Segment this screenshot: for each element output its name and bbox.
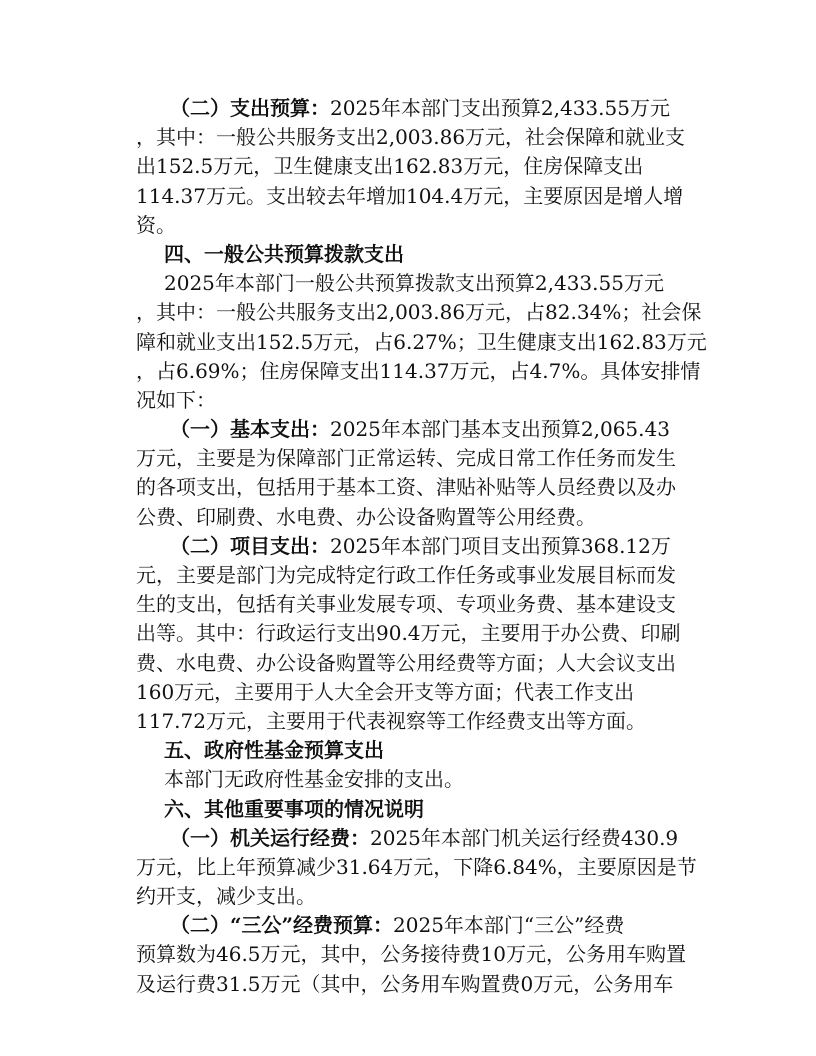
text-line: [136, 707, 702, 736]
text-line: [136, 824, 702, 853]
body-text: 万元，比上年预算减少31.64万元，下降6.84%，主要原因是节: [136, 854, 697, 879]
body-text: 出等。其中：行政运行支出90.4万元，主要用于办公费、印刷: [136, 621, 681, 646]
text-line: [136, 619, 702, 648]
bold-heading-text: 四、一般公共预算拨款支出: [164, 241, 404, 266]
text-line: [136, 386, 702, 415]
body-text: 万元，主要是为保障部门正常运转、完成日常工作任务而发生: [136, 446, 676, 471]
text-line: [136, 882, 702, 911]
bold-heading-text: 六、其他重要事项的情况说明: [164, 796, 424, 821]
text-line: [136, 240, 702, 269]
text-line: [136, 853, 702, 882]
body-text: 2025年本部门一般公共预算拨款支出预算2,433.55万元: [164, 271, 664, 296]
text-line: [136, 561, 702, 590]
text-line: [136, 532, 702, 561]
text-line: [136, 152, 702, 181]
bold-heading-text: （一）基本支出：: [170, 417, 330, 442]
body-text: 2025年本部门项目支出预算368.12万: [330, 533, 671, 558]
body-text: 及运行费31.5万元（其中，公务用车购置费0万元，公务用车: [136, 971, 674, 996]
bold-heading-text: （二）项目支出：: [170, 533, 330, 558]
body-text: 费、水电费、办公设备购置等公用经费等方面；人大会议支出: [136, 650, 676, 675]
body-text: 元，主要是部门为完成特定行政工作任务或事业发展目标而发: [136, 563, 676, 587]
text-line: [136, 736, 702, 765]
body-text: 况如下：: [136, 387, 216, 412]
body-text: 2025年本部门支出预算2,433.55万元: [330, 96, 670, 120]
body-text: 预算数为46.5万元，其中，公务接待费10万元，公务用车购置: [136, 942, 686, 967]
text-line: [136, 328, 707, 357]
body-text: 约开支，减少支出。: [136, 884, 316, 909]
bold-heading-text: 五、政府性基金预算支出: [164, 738, 384, 763]
text-line: [136, 357, 702, 386]
text-line: [136, 678, 702, 707]
text-line: [136, 444, 702, 473]
body-text: 114.37万元。支出较去年增加104.4万元，主要原因是增人增: [136, 183, 684, 208]
text-line: [136, 269, 702, 298]
text-line: [136, 503, 702, 532]
text-line: [136, 211, 702, 240]
body-text: 的各项支出，包括用于基本工资、津贴补贴等人员经费以及办: [136, 475, 676, 500]
body-text: ，其中：一般公共服务支出2,003.86万元，占82.34%；社会保: [136, 300, 702, 325]
text-line: [136, 298, 702, 327]
text-line: [136, 94, 702, 123]
body-text: 资。: [136, 212, 176, 237]
bold-heading-text: （二）支出预算：: [170, 96, 330, 120]
body-text: ，其中：一般公共服务支出2,003.86万元，社会保障和就业支: [136, 125, 686, 150]
body-text: 160万元，主要用于人大全会开支等方面；代表工作支出: [136, 679, 635, 704]
bold-heading-text: （二）“三公”经费预算：: [170, 913, 394, 938]
body-text: 生的支出，包括有关事业发展专项、专项业务费、基本建设支: [136, 592, 676, 617]
text-line: [136, 182, 702, 211]
bold-heading-text: （一）机关运行经费：: [170, 825, 370, 850]
body-text: 出152.5万元，卫生健康支出162.83万元，住房保障支出: [136, 154, 644, 179]
text-line: [136, 590, 702, 619]
text-line: [136, 795, 702, 824]
text-line: [136, 970, 702, 999]
body-text: 2025年本部门“三公”经费: [393, 913, 625, 938]
text-line: [136, 940, 702, 969]
text-line: [136, 123, 702, 152]
text-line: [136, 911, 702, 940]
text-line: [136, 765, 702, 794]
text-line: [136, 649, 702, 678]
body-text: 2025年本部门基本支出预算2,065.43: [330, 417, 670, 442]
document-page: [136, 94, 707, 999]
body-text: 2025年本部门机关运行经费430.9: [370, 825, 679, 850]
text-line: [136, 473, 702, 502]
body-text: 障和就业支出152.5万元，占6.27%；卫生健康支出162.83万元: [136, 329, 707, 354]
body-text: 公费、印刷费、水电费、办公设备购置等公用经费。: [136, 504, 596, 529]
body-text: ，占6.69%；住房保障支出114.37万元，占4.7%。具体安排情: [136, 358, 701, 383]
body-text: 本部门无政府性基金安排的支出。: [164, 767, 464, 792]
text-line: [136, 415, 702, 444]
body-text: 117.72万元，主要用于代表视察等工作经费支出等方面。: [136, 708, 646, 733]
